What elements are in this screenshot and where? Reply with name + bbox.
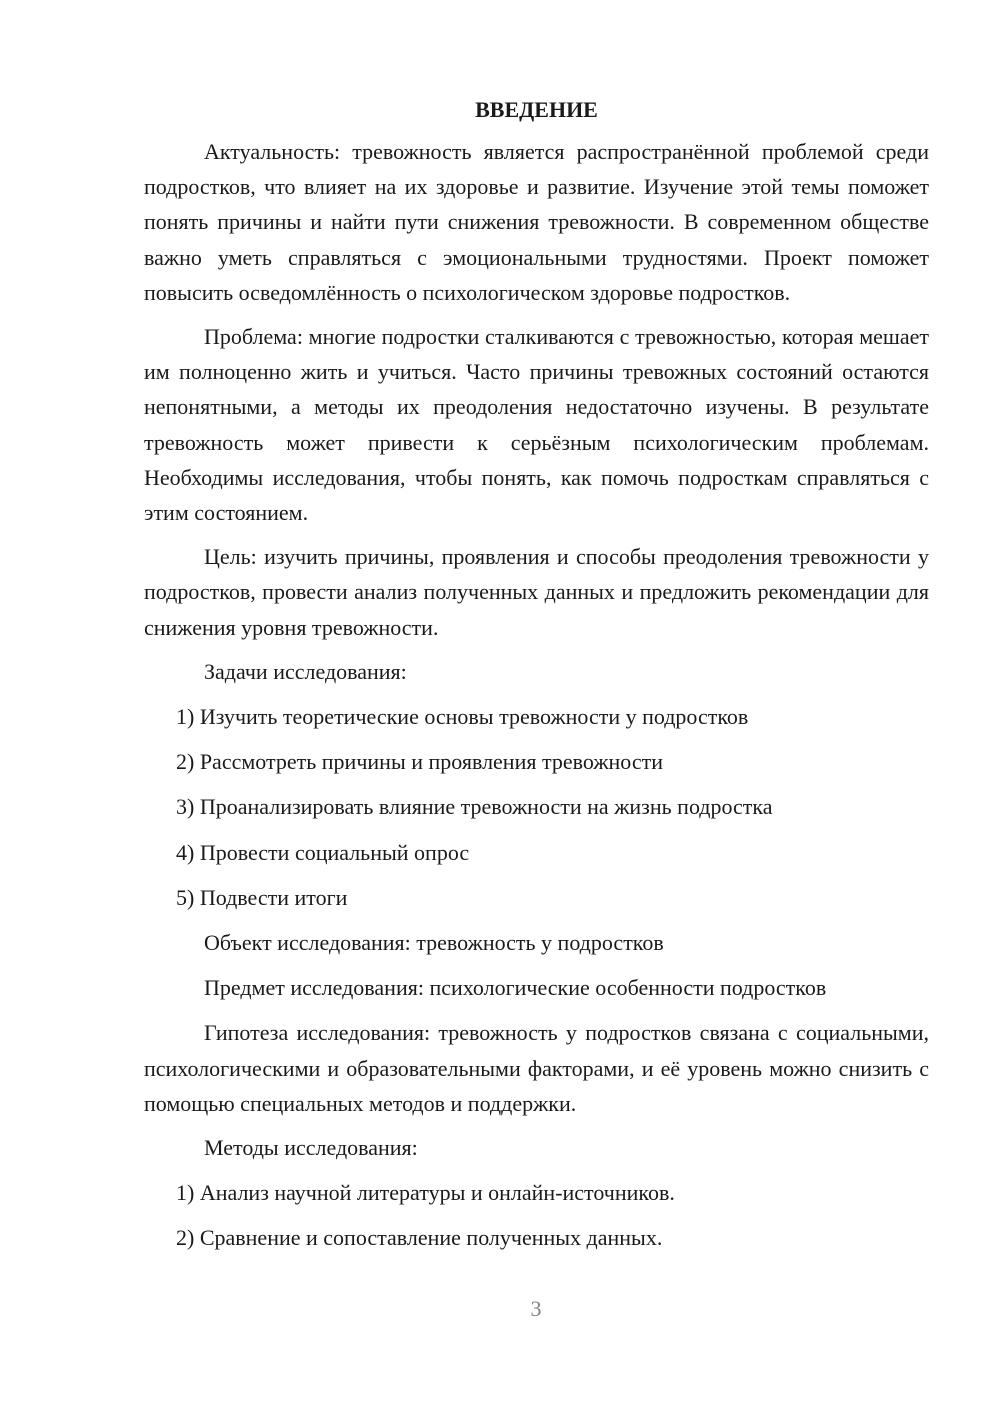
- task-item: 2) Рассмотреть причины и проявления тревожности: [176, 749, 663, 775]
- task-item: 4) Провести социальный опрос: [176, 839, 470, 865]
- relevance-paragraph: Актуальность: тревожность является распространённой проблемой среди подростков, что влияет на их здоровье и развитие. Изучение этой темы поможет понять причины и найти пути снижения тревожности. В современном обществе важно уметь справляться с эмоциональными трудностями. Проект поможет повысить осведомлённость о психологическом здоровье подростков.: [144, 139, 929, 305]
- task-item: 1) Изучить теоретические основы тревожности у подростков: [176, 704, 749, 730]
- research-subject: Предмет исследования: психологические особенности подростков: [204, 975, 827, 1001]
- hypothesis-paragraph: Гипотеза исследования: тревожность у подростков связана с социальными, психологическими и образовательными факторами, и её уровень можно снизить с помощью специальных методов и поддержки.: [144, 1020, 929, 1116]
- methods-heading: Методы исследования:: [204, 1135, 418, 1161]
- research-object: Объект исследования: тревожность у подростков: [204, 930, 664, 956]
- goal-paragraph: Цель: изучить причины, проявления и способы преодоления тревожности у подростков, провести анализ полученных данных и предложить рекомендации для снижения уровня тревожности.: [144, 544, 929, 640]
- task-item: 5) Подвести итоги: [176, 884, 348, 910]
- method-item: 1) Анализ научной литературы и онлайн-источников.: [176, 1180, 675, 1206]
- page-title: ВВЕДЕНИЕ: [475, 97, 598, 122]
- method-item: 2) Сравнение и сопоставление полученных данных.: [176, 1225, 663, 1251]
- page-number: 3: [530, 1296, 542, 1321]
- page-content: [144, 92, 929, 1266]
- task-item: 3) Проанализировать влияние тревожности на жизнь подростка: [176, 794, 773, 820]
- tasks-heading: Задачи исследования:: [204, 658, 407, 684]
- problem-paragraph: Проблема: многие подростки сталкиваются с тревожностью, которая мешает им полноценно жить и учиться. Часто причины тревожных состояний остаются непонятными, а методы их преодоления недостаточно изучены. В результате тревожность может привести к серьёзным психологическим проблемам. Необходимы исследования, чтобы понять, как помочь подросткам справляться с этим состоянием.: [144, 324, 929, 526]
